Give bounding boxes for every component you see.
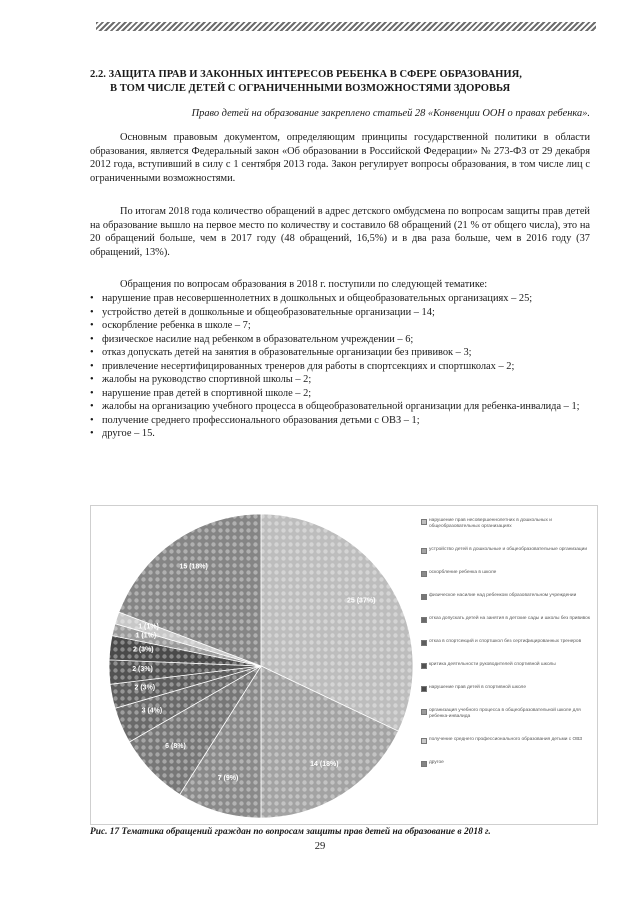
pie-slice-label: 2 (3%) [134, 684, 156, 692]
legend-swatch [421, 640, 427, 646]
pie-slice-label: 25 (37%) [347, 597, 376, 605]
legend-label: нарушение прав несовершеннолетних в дошкольных и общеобразовательных организациях [429, 518, 552, 529]
pie-slice-label: 2 (3%) [132, 646, 154, 654]
legend-swatch [421, 738, 427, 744]
legend-swatch [421, 686, 427, 692]
legend-label: другое [429, 760, 444, 765]
legend-item [421, 593, 593, 599]
legend-label: отказ допускать детей на занятия в детские сады и школы без прививок [429, 616, 590, 621]
paragraph-1: Основным правовым документом, определяющим принципы государственной политики в области образования, является Федеральный закон «Об образовании в Российской Федерации» № 273-ФЗ от 29 декабря 2012 года, вступивший в силу с 1 сентября 2013 года. Закон регулирует вопросы образования, в том числе лиц с ограниченными возможностями. [90, 132, 590, 184]
pie-slice-label: 1 (1%) [138, 623, 159, 631]
figure-caption: Рис. 17 Тематика обращений граждан по вопросам защиты прав детей на образование в 2018 г. [90, 827, 491, 837]
pie-slice-label: 3 (4%) [141, 707, 163, 715]
bullet-icon: • [90, 293, 94, 304]
bullet-icon: • [90, 387, 94, 399]
pie-slice-label: 2 (3%) [132, 665, 153, 673]
heading-line-1: ЗАЩИТА ПРАВ И ЗАКОННЫХ ИНТЕРЕСОВ РЕБЕНКА В СФЕРЕ ОБРАЗОВАНИЯ, [108, 69, 522, 80]
list-item: • получение среднего профессионального образования детьми с ОВЗ – 1; [90, 414, 420, 426]
legend-item [421, 760, 593, 766]
legend-swatch [421, 663, 427, 669]
bullet-icon: • [90, 333, 94, 345]
legend-item [421, 570, 593, 576]
legend-label: отказ в спортсекций и спортшкол без сертифицированных тренеров [429, 639, 582, 644]
list-item: • нарушение прав несовершеннолетних в дошкольных и общеобразовательных организациях – 25; [90, 293, 533, 304]
bullet-icon: • [90, 414, 94, 426]
legend-swatch [421, 519, 427, 525]
legend-label: нарушение прав детей в спортивной школе [429, 685, 527, 690]
pie-slice-label: 1 (1%) [135, 632, 157, 640]
page-number: 29 [314, 841, 326, 852]
heading-line-2: В ТОМ ЧИСЛЕ ДЕТЕЙ С ОГРАНИЧЕННЫМИ ВОЗМОЖНОСТЯМИ ЗДОРОВЬЯ [110, 82, 511, 94]
legend-label: организация учебного процесса в общеобразовательной школе для ребенка-инвалида [429, 708, 581, 719]
list-item: • устройство детей в дошкольные и общеобразовательные организации – 14; [90, 306, 435, 318]
paragraph-3: Обращения по вопросам образования в 2018 г. поступили по следующей тематике: [120, 279, 488, 290]
legend-swatch [421, 571, 427, 577]
legend-item [421, 737, 593, 743]
pie-chart [90, 505, 598, 825]
legend-label: получение среднего профессионального образования детьми с ОВЗ [429, 737, 583, 742]
header-decorative-band [96, 22, 596, 31]
pie-slice-label: 15 (18%) [179, 563, 208, 571]
pie-slice-label: 14 (18%) [310, 761, 339, 769]
bullet-icon: • [90, 374, 94, 385]
legend-swatch [421, 761, 427, 767]
bullet-icon: • [90, 306, 94, 318]
legend-label: физическое насилие над ребенком образовательном учреждении [429, 593, 577, 598]
legend-item [421, 708, 593, 720]
legend-item [421, 685, 593, 691]
legend-swatch [421, 594, 427, 600]
list-item: • жалобы на руководство спортивной школы – 2; [90, 374, 312, 385]
pie-slice-label: 6 (8%) [165, 743, 186, 751]
list-item: • жалобы на организацию учебного процесса в общеобразовательной организации для ребенка-инвалида – 1; [90, 401, 580, 412]
epigraph: Право детей на образование закреплено статьей 28 «Конвенции ООН о правах ребенка». [191, 108, 590, 119]
list-item: • оскорбление ребенка в школе – 7; [90, 320, 251, 331]
legend-label: устройство детей в дошкольные и общеобразовательные организации [429, 547, 588, 552]
legend-swatch [421, 548, 427, 554]
bullet-icon: • [90, 320, 94, 331]
legend-swatch [421, 617, 427, 623]
legend-item [421, 518, 593, 530]
list-item: • физическое насилие над ребенком в образовательном учреждении – 6; [90, 333, 414, 345]
list-item: • привлечение несертифицированных тренеров для работы в спортсекциях и спортшколах – 2; [90, 360, 515, 372]
bullet-icon: • [90, 360, 94, 372]
list-item: • нарушение прав детей в спортивной школе – 2; [90, 387, 312, 399]
bullet-icon: • [90, 347, 94, 358]
bullet-icon: • [90, 401, 94, 412]
pie-slice-label: 7 (9%) [217, 774, 239, 782]
legend-item [421, 639, 593, 645]
section-heading [90, 68, 590, 95]
paragraph-2: По итогам 2018 года количество обращений в адрес детского омбудсмена по вопросам защиты прав детей на образование вышло на первое место по количеству и составило 68 обращений (21 % от общего числа), это на 20 обращений больше, чем в 2017 году (48 обращений, 16,5%) и в два раза больше, чем в 2016 году (37 обращений, 13%). [90, 206, 590, 258]
legend-label: оскорбление ребенка в школе [429, 570, 497, 575]
legend-item [421, 616, 593, 622]
chart-legend [421, 518, 593, 783]
list-item: • другое – 15. [90, 428, 155, 439]
legend-label: критика деятельности руководителей спортивной школы [429, 662, 556, 667]
list-item: • отказ допускать детей на занятия в образовательные организации без прививок – 3; [90, 347, 472, 358]
section-number: 2.2. [90, 69, 106, 80]
bullet-icon: • [90, 428, 94, 439]
topics-list [90, 292, 590, 441]
legend-item [421, 662, 593, 668]
legend-item [421, 547, 593, 553]
legend-swatch [421, 709, 427, 715]
